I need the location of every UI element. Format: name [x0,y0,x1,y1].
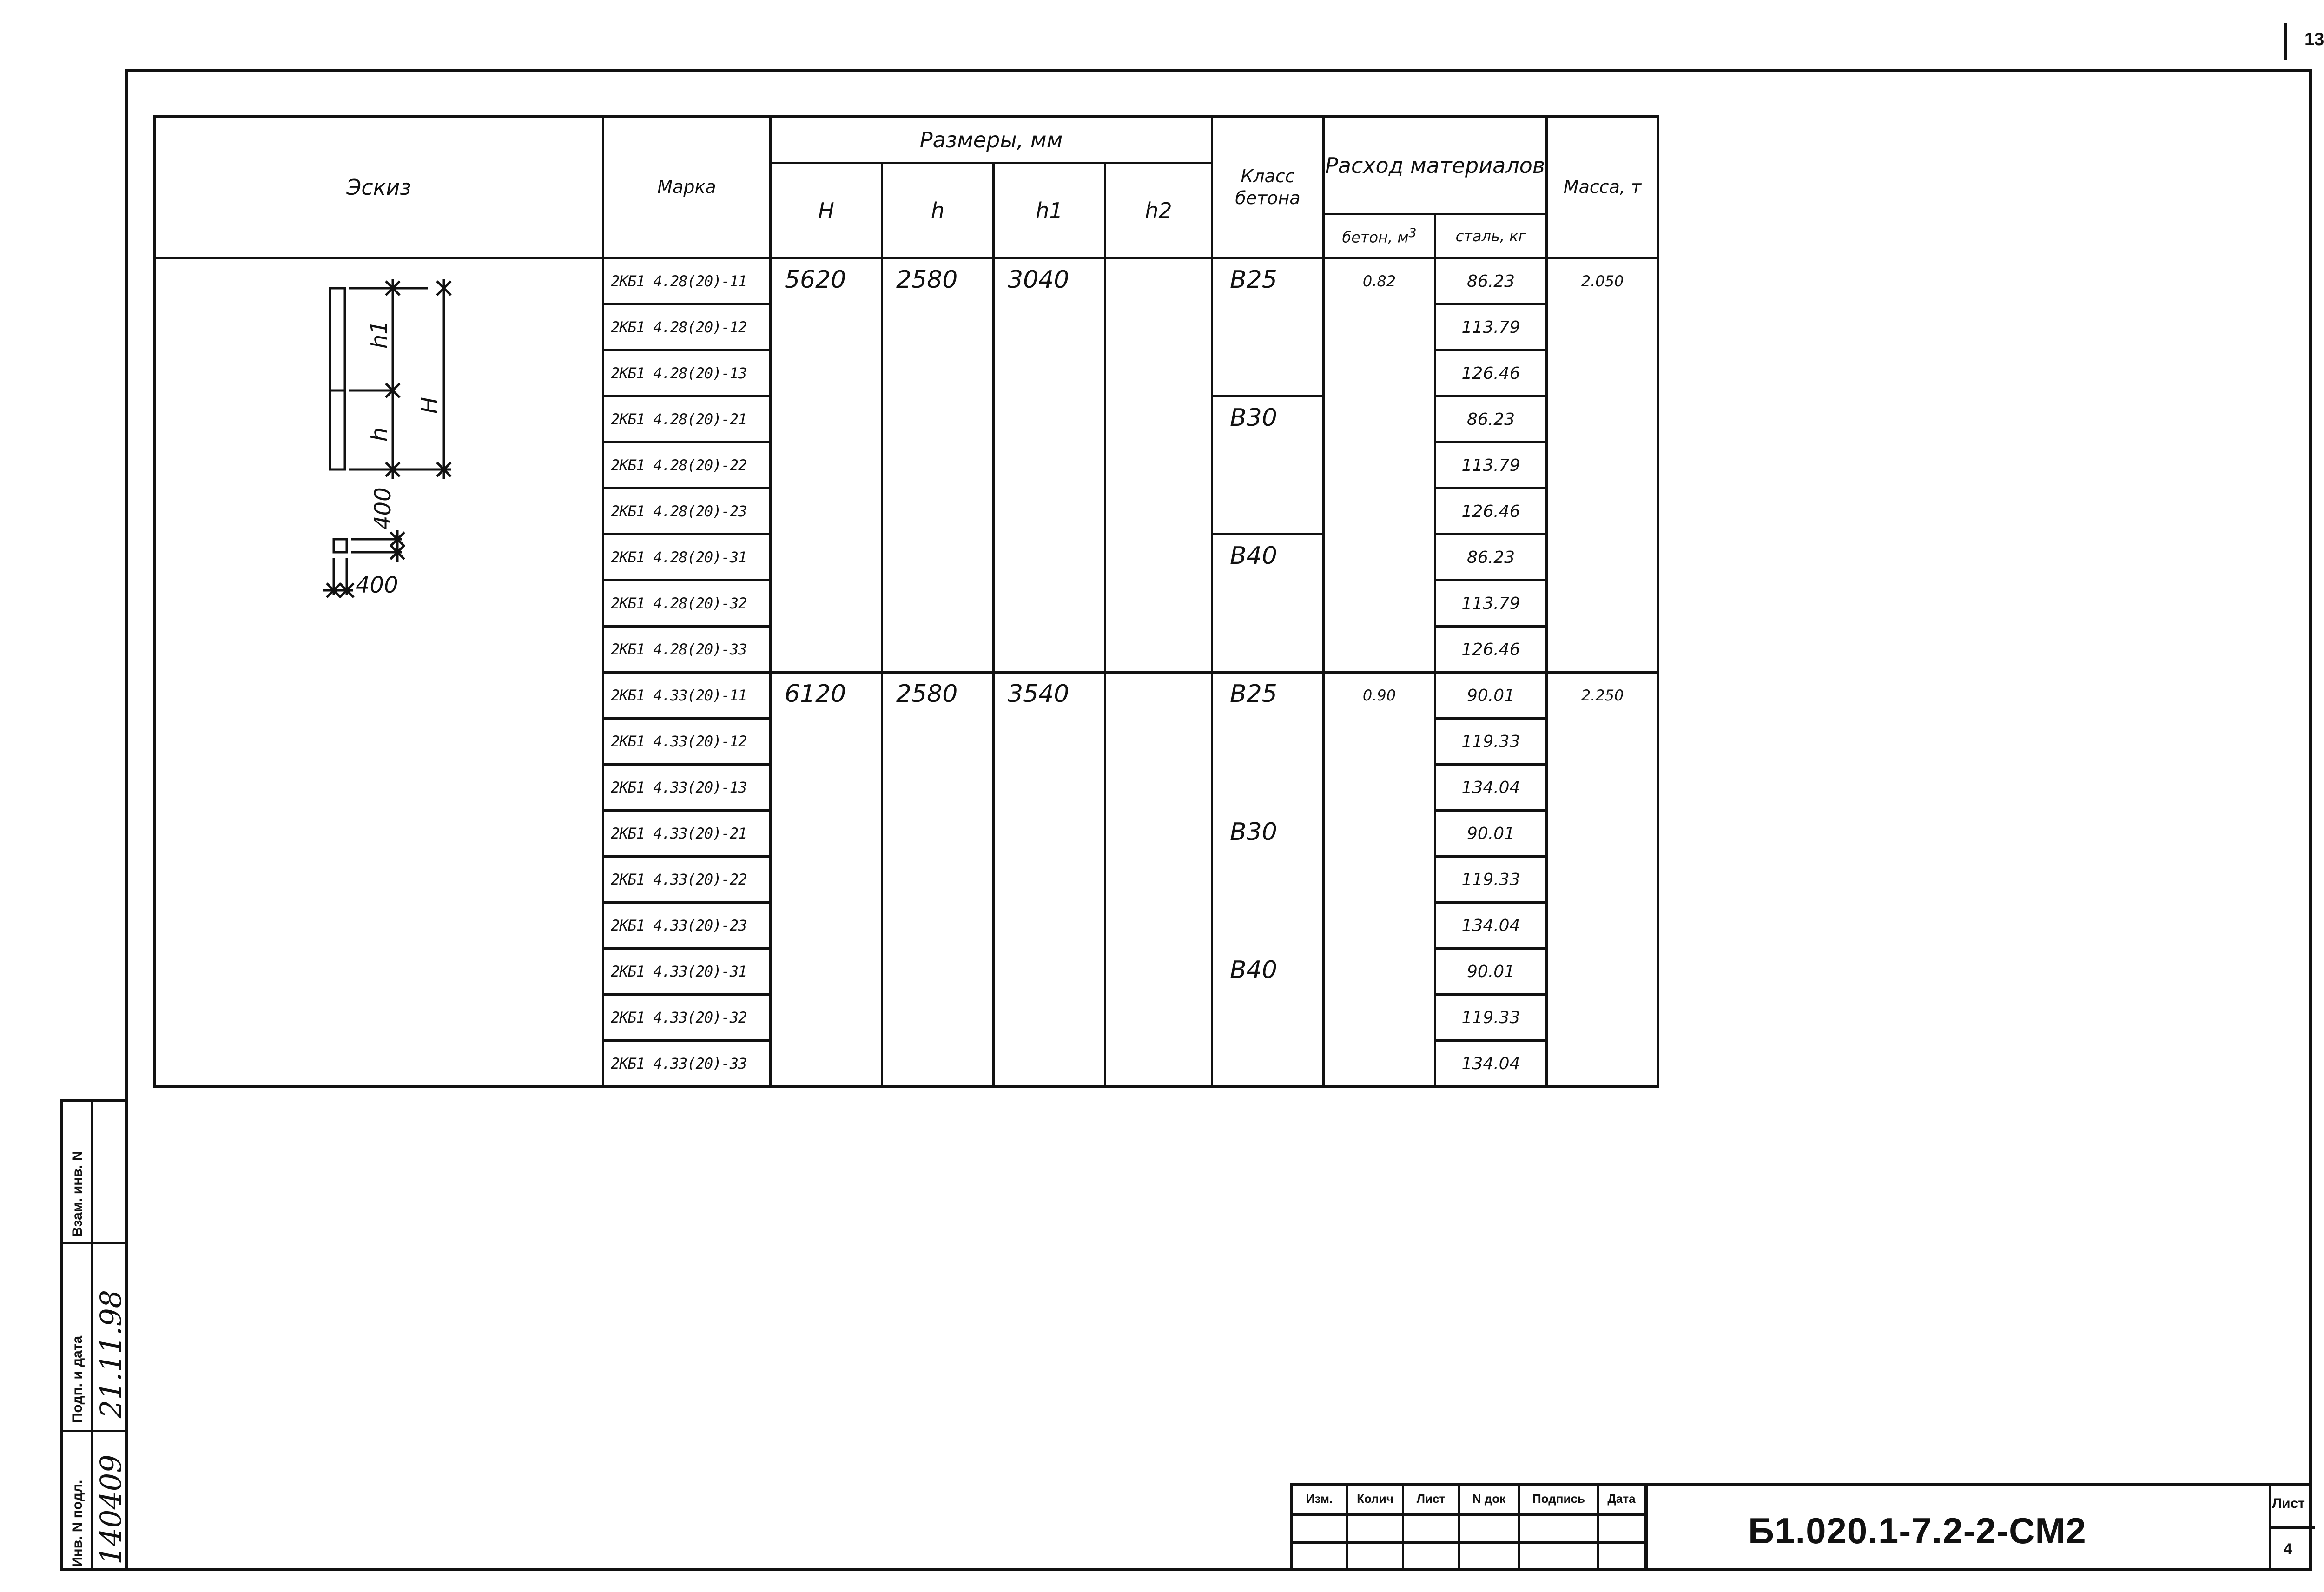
sketch-label-400-horizontal: 400 [356,572,398,598]
concrete-class-cell: B25 [1212,258,1324,396]
steel-cell: 113.79 [1435,443,1547,489]
steel-cell: 126.46 [1435,627,1547,673]
mark-cell: 2КБ1 4.28(20)-33 [603,627,771,673]
dimension-h-cell: 2580 [882,673,994,1087]
stamp-inv-label: Инв. N подл. [70,1480,85,1567]
steel-cell: 126.46 [1435,489,1547,535]
header-mark: Марка [603,117,771,258]
mark-cell: 2КБ1 4.33(20)-12 [603,719,771,765]
sketch-label-400-vertical: 400 [370,487,396,530]
dimension-h-cell: 2580 [882,258,994,673]
dimension-H-cell: 5620 [771,258,882,673]
steel-cell: 86.23 [1435,258,1547,304]
title-block-column-label: Изм. [1293,1486,1348,1568]
title-block-column-label: Лист [1404,1486,1460,1568]
header-H: H [771,163,882,258]
header-dimensions: Размеры, мм [771,117,1212,163]
steel-cell: 119.33 [1435,719,1547,765]
steel-cell: 134.04 [1435,1041,1547,1087]
steel-cell: 113.79 [1435,581,1547,627]
header-concrete-class: Класс бетона [1212,117,1324,258]
mark-cell: 2КБ1 4.28(20)-22 [603,443,771,489]
title-block-column-label: Дата [1599,1486,1646,1568]
mark-cell: 2КБ1 4.28(20)-11 [603,258,771,304]
steel-cell: 86.23 [1435,396,1547,443]
mark-cell: 2КБ1 4.28(20)-23 [603,489,771,535]
mark-cell: 2КБ1 4.33(20)-22 [603,857,771,903]
header-mass: Масса, т [1547,117,1658,258]
sketch-label-H: H [416,396,442,414]
steel-cell: 90.01 [1435,949,1547,995]
mark-cell: 2КБ1 4.28(20)-31 [603,535,771,581]
steel-cell: 134.04 [1435,903,1547,949]
header-h2: h2 [1105,163,1212,258]
dimension-H-cell: 6120 [771,673,882,1087]
concrete-class-cell: B40 [1212,949,1324,1087]
header-h1: h1 [994,163,1105,258]
title-block-column-label: Подпись [1520,1486,1599,1568]
mark-cell: 2КБ1 4.28(20)-32 [603,581,771,627]
mark-cell: 2КБ1 4.28(20)-21 [603,396,771,443]
steel-cell: 119.33 [1435,995,1547,1041]
steel-cell: 90.01 [1435,811,1547,857]
concrete-volume-cell: 0.82 [1324,258,1435,673]
stamp-inv-value: 140409 [94,1454,128,1565]
steel-cell: 90.01 [1435,673,1547,719]
header-h: h [882,163,994,258]
sketch-label-h: h [366,427,392,442]
sheet-corner-tick [2284,23,2287,60]
mark-cell: 2КБ1 4.33(20)-33 [603,1041,771,1087]
mass-cell: 2.250 [1547,673,1658,1087]
steel-cell: 126.46 [1435,350,1547,396]
document-code: Б1.020.1-7.2-2-СМ2 [1748,1510,2086,1551]
header-steel: сталь, кг [1435,214,1547,258]
mark-cell: 2КБ1 4.33(20)-21 [603,811,771,857]
stamp-sign-value: 21.11.98 [94,1289,128,1418]
title-block-column-label: Колич [1348,1486,1404,1568]
sheet-number: 13 [2304,30,2324,49]
dimension-h2-cell [1105,673,1212,1087]
header-consumption: Расход материалов [1324,117,1547,214]
mark-cell: 2КБ1 4.33(20)-31 [603,949,771,995]
steel-cell: 86.23 [1435,535,1547,581]
concrete-class-cell: B25 [1212,673,1324,811]
header-sketch: Эскиз [155,117,603,258]
steel-cell: 134.04 [1435,765,1547,811]
concrete-class-cell: B40 [1212,535,1324,673]
title-block-column-label: N док [1460,1486,1520,1568]
sketch-label-h1: h1 [366,320,392,349]
mark-cell: 2КБ1 4.33(20)-13 [603,765,771,811]
mark-cell: 2КБ1 4.28(20)-13 [603,350,771,396]
title-block [1290,1483,2312,1571]
mark-cell: 2КБ1 4.33(20)-11 [603,673,771,719]
mass-cell: 2.050 [1547,258,1658,673]
left-stamp [60,1099,128,1571]
steel-cell: 113.79 [1435,304,1547,350]
dimension-h1-cell: 3540 [994,673,1105,1087]
mark-cell: 2КБ1 4.33(20)-32 [603,995,771,1041]
stamp-sign-label: Подп. и дата [70,1335,85,1423]
column-sketch [279,260,521,632]
concrete-class-cell: B30 [1212,811,1324,949]
stamp-replace-label: Взам. инв. N [70,1150,85,1237]
steel-cell: 119.33 [1435,857,1547,903]
dimension-h1-cell: 3040 [994,258,1105,673]
sheet-label: Лист [2272,1496,2305,1511]
header-concrete: бетон, $м^3$ [1324,214,1435,258]
mark-cell: 2КБ1 4.28(20)-12 [603,304,771,350]
mark-cell: 2КБ1 4.33(20)-23 [603,903,771,949]
concrete-class-cell: B30 [1212,396,1324,535]
concrete-volume-cell: 0.90 [1324,673,1435,1087]
dimension-h2-cell [1105,258,1212,673]
sheet-value: 4 [2284,1540,2292,1557]
